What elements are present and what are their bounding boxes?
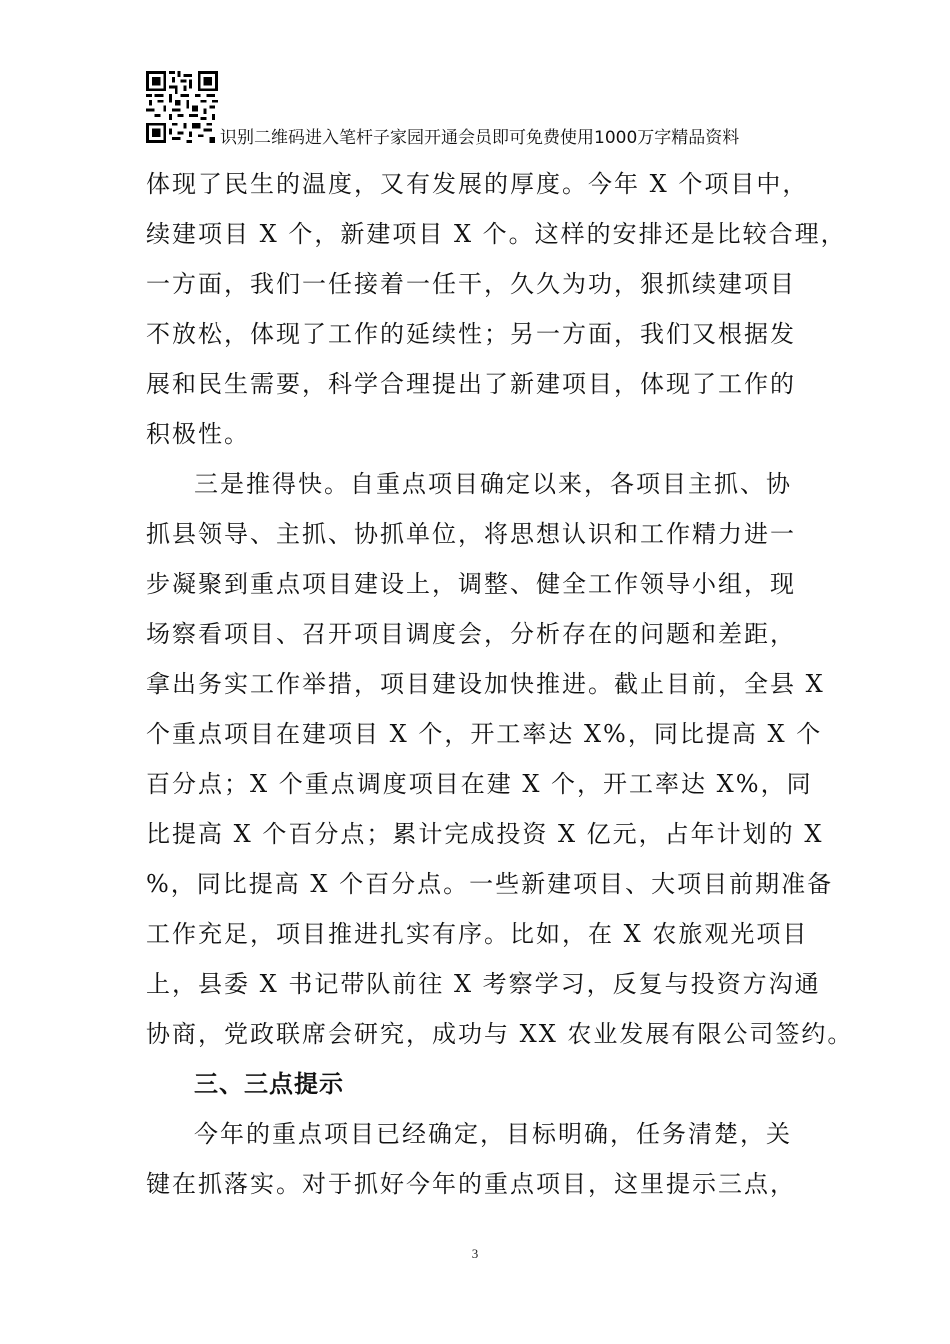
promo-text: 识别二维码进入笔杆子家园开通会员即可免费使用1000万字精品资料	[220, 128, 740, 148]
body-line: 积极性。	[146, 420, 250, 448]
body-line: 今年的重点项目已经确定，目标明确，任务清楚，关	[194, 1120, 792, 1148]
body-line: 场察看项目、召开项目调度会，分析存在的问题和差距，	[146, 620, 796, 648]
section-heading: 三、三点提示	[194, 1070, 344, 1098]
body-line: 比提高 X 个百分点；累计完成投资 X 亿元，占年计划的 X	[146, 820, 824, 848]
body-line: 体现了民生的温度，又有发展的厚度。今年 X 个项目中，	[146, 170, 809, 198]
qr-code-icon	[146, 71, 218, 143]
body-line: 续建项目 X 个，新建项目 X 个。这样的安排还是比较合理，	[146, 220, 847, 248]
page-number: 3	[471, 1246, 479, 1261]
body-line: 展和民生需要，科学合理提出了新建项目，体现了工作的	[146, 370, 796, 398]
body-line: 百分点；X 个重点调度项目在建 X 个，开工率达 X%，同	[146, 770, 813, 798]
body-line: 三是推得快。自重点项目确定以来，各项目主抓、协	[194, 470, 792, 498]
body-line: 协商，党政联席会研究，成功与 XX 农业发展有限公司签约。	[146, 1020, 854, 1048]
body-line: 键在抓落实。对于抓好今年的重点项目，这里提示三点，	[146, 1170, 796, 1198]
body-line: 工作充足，项目推进扎实有序。比如，在 X 农旅观光项目	[146, 920, 809, 948]
body-line: 步凝聚到重点项目建设上，调整、健全工作领导小组，现	[146, 570, 796, 598]
body-line: 一方面，我们一任接着一任干，久久为功，狠抓续建项目	[146, 270, 796, 298]
body-line: 拿出务实工作举措，项目建设加快推进。截止目前，全县 X	[146, 670, 825, 698]
body-line: %，同比提高 X 个百分点。一些新建项目、大项目前期准备	[146, 870, 834, 898]
body-line: 抓县领导、主抓、协抓单位，将思想认识和工作精力进一	[146, 520, 796, 548]
body-line: 不放松，体现了工作的延续性；另一方面，我们又根据发	[146, 320, 796, 348]
body-line: 上，县委 X 书记带队前往 X 考察学习，反复与投资方沟通	[146, 970, 821, 998]
body-line: 个重点项目在建项目 X 个，开工率达 X%，同比提高 X 个	[146, 720, 823, 748]
